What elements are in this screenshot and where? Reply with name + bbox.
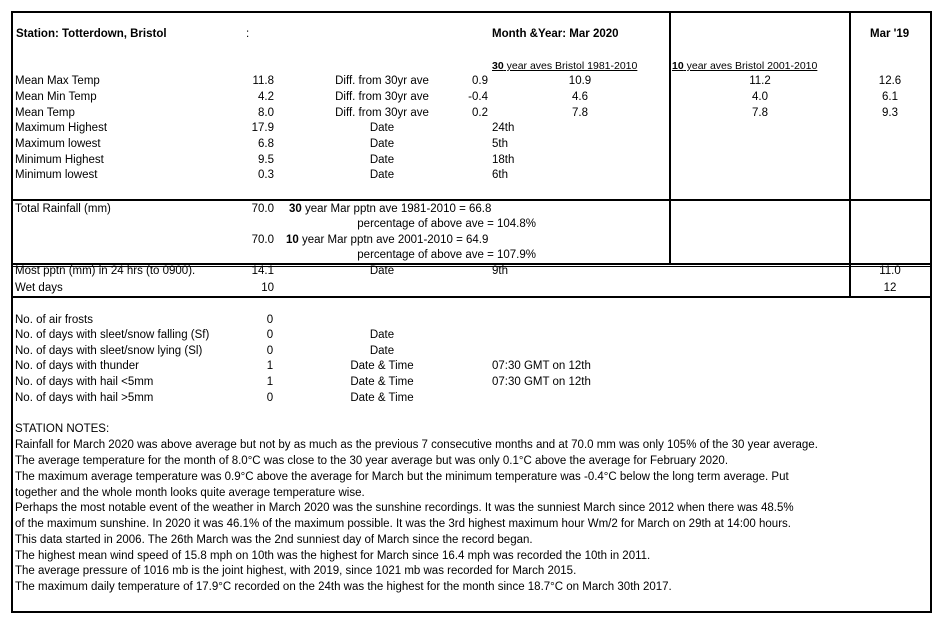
row-value: 0.3 <box>258 169 274 181</box>
station-name: Station: Totterdown, Bristol <box>16 28 167 40</box>
count-label: No. of days with thunder <box>15 360 140 372</box>
row-description: Diff. from 30yr ave <box>335 107 429 119</box>
row-ave30: 4.6 <box>572 91 588 103</box>
pptn-date: 9th <box>492 265 508 277</box>
count-description: Date & Time <box>350 392 414 404</box>
row-description: Date <box>369 169 395 181</box>
rainfall-ave10-line <box>286 233 488 247</box>
row-diff: 0.2 <box>472 107 488 119</box>
note-line: The maximum average temperature was 0.9°C above the average for March but the minimum temperature was -0.4°C below the long term average. Put <box>15 471 789 483</box>
ave30-header-prefix: 30 <box>492 60 504 72</box>
row-date: 24th <box>492 122 515 134</box>
divider-vertical-10yr <box>669 12 671 265</box>
row-value: 9.5 <box>258 154 274 166</box>
note-line: together and the whole month looks quite average temperature wise. <box>15 487 365 499</box>
wet-days-prev-year: 12 <box>883 282 897 294</box>
month-year-title: Month &Year: Mar 2020 <box>492 28 619 40</box>
header-colon: : <box>246 28 250 40</box>
rainfall-ave30-line <box>289 202 491 216</box>
row-description: Date <box>369 122 395 134</box>
ave30-header-suffix: year aves Bristol 1981-2010 <box>503 60 638 72</box>
ave10-header-prefix: 10 <box>672 60 684 72</box>
row-label: Minimum Highest <box>15 154 104 166</box>
count-label: No. of air frosts <box>15 314 93 326</box>
note-line: of the maximum sunshine. In 2020 it was 46.1% of the maximum possible. It was the 3rd highest maximum hour Wm/2 for March on 29th at 14:00 hours. <box>15 518 791 530</box>
ave10-header-suffix: year aves Bristol 2001-2010 <box>683 60 818 72</box>
pptn-label: Most pptn (mm) in 24 hrs (to 0900). <box>15 265 196 277</box>
wet-days-value: 10 <box>261 282 274 294</box>
row-prev-year: 12.6 <box>878 75 902 87</box>
row-value: 8.0 <box>258 107 274 119</box>
row-description: Diff. from 30yr ave <box>335 91 429 103</box>
count-description: Date <box>369 345 395 357</box>
row-date: 6th <box>492 169 508 181</box>
notes-heading: STATION NOTES: <box>15 423 110 435</box>
rainfall-ave10-text: year Mar pptn ave 2001-2010 = 64.9 <box>298 234 489 246</box>
pptn-value: 14.1 <box>251 265 274 277</box>
count-when: 07:30 GMT on 12th <box>492 360 591 372</box>
row-ave10: 7.8 <box>752 107 768 119</box>
row-label: Minimum lowest <box>15 169 98 181</box>
wet-days-label: Wet days <box>15 282 63 294</box>
count-label: No. of days with hail >5mm <box>15 392 154 404</box>
rainfall-ave30-percentage: percentage of above ave = 104.8% <box>357 218 536 230</box>
count-label: No. of days with sleet/snow falling (Sf) <box>15 329 210 341</box>
divider-temp-rainfall <box>12 199 932 201</box>
count-description: Date <box>369 329 395 341</box>
count-when: 07:30 GMT on 12th <box>492 376 591 388</box>
row-label: Maximum Highest <box>15 122 108 134</box>
ave30-column-header <box>492 59 637 73</box>
row-label: Mean Max Temp <box>15 75 100 87</box>
count-description: Date & Time <box>350 360 414 372</box>
row-ave10: 4.0 <box>752 91 768 103</box>
rainfall-ave30-prefix: 30 <box>289 203 302 215</box>
row-ave10: 11.2 <box>749 75 771 87</box>
rainfall-ave10-prefix: 10 <box>286 234 299 246</box>
count-value: 0 <box>266 314 274 326</box>
row-label: Maximum lowest <box>15 138 101 150</box>
row-description: Date <box>369 154 395 166</box>
row-value: 17.9 <box>251 122 274 134</box>
rainfall-ave10-percentage: percentage of above ave = 107.9% <box>357 249 536 261</box>
pptn-description: Date <box>369 265 395 277</box>
count-label: No. of days with sleet/snow lying (Sl) <box>15 345 203 357</box>
row-diff: 0.9 <box>472 75 488 87</box>
row-date: 18th <box>492 154 515 166</box>
note-line: The average pressure of 1016 mb is the joint highest, with 2019, since 1021 mb was recorded for March 2015. <box>15 565 577 577</box>
note-line: Rainfall for March 2020 was above average but not by as much as the previous 7 consecutive months and at 70.0 mm was only 105% of the 30 year average. <box>15 439 818 451</box>
count-description: Date & Time <box>350 376 414 388</box>
note-line: The maximum daily temperature of 17.9°C recorded on the 24th was the highest for the month since 18.7°C on March 30th 2017. <box>15 581 672 593</box>
note-line: Perhaps the most notable event of the weather in March 2020 was the sunshine recordings. It was the sunniest March since 2012 when there was 48.5% <box>15 502 794 514</box>
note-line: The highest mean wind speed of 15.8 mph on 10th was the highest for March since 16.4 mph was recorded the 10th in 2011. <box>15 550 651 562</box>
divider-vertical-prev-year <box>849 12 851 297</box>
row-label: Mean Min Temp <box>15 91 97 103</box>
rainfall-ave30-text: year Mar pptn ave 1981-2010 = 66.8 <box>301 203 492 215</box>
rainfall-value: 70.0 <box>251 203 274 215</box>
count-value: 0 <box>266 329 274 341</box>
row-description: Date <box>369 138 395 150</box>
row-value: 11.8 <box>252 75 274 87</box>
row-prev-year: 9.3 <box>882 107 898 119</box>
prev-year-title: Mar '19 <box>870 28 910 40</box>
count-value: 1 <box>266 360 274 372</box>
count-value: 0 <box>266 392 274 404</box>
row-label: Mean Temp <box>15 107 75 119</box>
pptn-prev-year: 11.0 <box>879 265 901 277</box>
count-value: 0 <box>266 345 274 357</box>
count-label: No. of days with hail <5mm <box>15 376 154 388</box>
row-value: 6.8 <box>258 138 274 150</box>
ave10-column-header <box>672 59 817 73</box>
row-prev-year: 6.1 <box>882 91 898 103</box>
row-diff: -0.4 <box>468 91 488 103</box>
row-ave30: 10.9 <box>568 75 592 87</box>
rainfall-value-repeat: 70.0 <box>251 234 274 246</box>
row-ave30: 7.8 <box>572 107 588 119</box>
rainfall-label: Total Rainfall (mm) <box>15 203 111 215</box>
row-value: 4.2 <box>258 91 274 103</box>
count-value: 1 <box>266 376 274 388</box>
note-line: The average temperature for the month of 8.0°C was close to the 30 year average but was only 0.1°C above the average for February 2020. <box>15 455 729 467</box>
row-description: Diff. from 30yr ave <box>335 75 429 87</box>
row-date: 5th <box>492 138 508 150</box>
note-line: This data started in 2006. The 26th March was the 2nd sunniest day of March since the record began. <box>15 534 533 546</box>
divider-wetdays-counts <box>12 296 932 298</box>
